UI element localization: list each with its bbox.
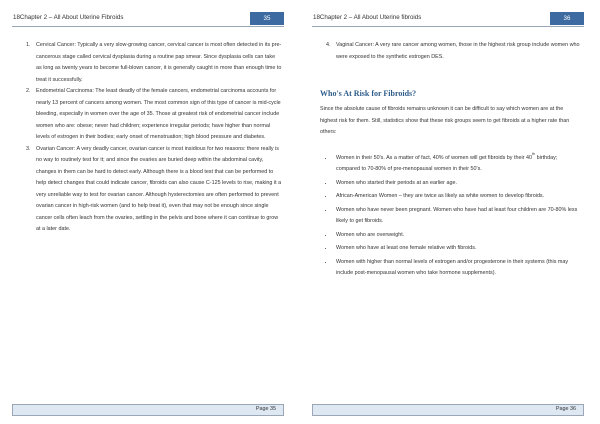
list-item: 1. Cervical Cancer: Typically a very slow-growing cancer, cervical cancer is most often detected in its pre-cancerous stage called cervical dysplasia during a routine pap smear. Since dysplasia cells can take as long as twenty years to become full-blown cancer, it is generally caught in more than enough time to treat it successfully. [32, 40, 282, 86]
list-item: 4. Vaginal Cancer: A very rare cancer among women, those in the highest risk group include women who were exposed to the synthetic estrogen DES. [332, 40, 582, 63]
footer-bar [12, 404, 284, 416]
list-item: • African-American Women – they are twice as likely as white women to develop fibroids. [334, 191, 582, 203]
footer-bar [312, 404, 584, 416]
header-page-number: 35 [250, 12, 284, 25]
chapter-title: 18Chapter 2 – All About Uterine fibroids [313, 14, 422, 21]
page-header [312, 12, 584, 27]
chapter-title: 18Chapter 2 – All About Uterine Fibroids [13, 14, 124, 21]
cancer-list [20, 40, 282, 236]
list-item: • Women who have at least one female relative with fibroids. [334, 243, 582, 255]
list-item: • Women who have never been pregnant. Women who have had at least four children are 70-80% less likely to get fibroids. [334, 205, 582, 228]
page-left [6, 12, 290, 416]
intro-paragraph: Since the absolute cause of fibroids remains unknown it can be difficult to say which women are at the highest risk for them. Still, statistics show that these risk groups seem to get fibroids at a higher rate than others: [320, 106, 570, 135]
list-item [334, 153, 582, 176]
page-body [20, 40, 282, 236]
bullet-text: Women in their 50's. As a matter of fact, 40% of women will get fibroids by their 40 [336, 154, 532, 161]
cancer-list [320, 40, 582, 63]
page-footer [312, 404, 584, 416]
list-item: • Women who are overweight. [334, 230, 582, 242]
list-item: 2. Endometrial Carcinoma: The least deadly of the female cancers, endometrial carcinoma accounts for nearly 13 percent of cancers among women. The most common sign of this type of cancer is mid-cycle bleeding, especially in women over the age of 35. Those at greatest risk of endometrial cancer include women who are: obese; never had children; experience irregular periods; have higher than normal levels of estrogen in their bodies; early onset of menstruation; high blood pressure and diabetes. [32, 86, 282, 144]
header-page-number: 36 [550, 12, 584, 25]
page-footer [12, 404, 284, 416]
footer-page-label: Page 36 [555, 406, 576, 412]
list-item: 3. Ovarian Cancer: A very deadly cancer, ovarian cancer is most insidious for two reasons: there really is no way to routinely test for it; and since the ovaries are buried deep within the abdominal cavity, changes in them can be hard to detect early. Although there is a blood test that can be performed to help detect changes that could indicate cancer, fibroids can also cause C-125 levels to rise, making it a very unreliable way to test for ovarian cancer. Although hysterectomies are often performed to prevent ovarian cancer in high-risk women (and to help treat it), even that may not be enough since single cancer cells often leach from the ovaries, settling in the pelvis and bone where it can continue to grow at a later date. [32, 144, 282, 236]
list-item: • Women who started their periods at an earlier age. [334, 178, 582, 190]
page-right [306, 12, 590, 416]
list-item: • Women with higher than normal levels of estrogen and/or progesterone in their systems (this may include post-menopausal women who take hormone supplements). [334, 257, 582, 280]
risk-list [320, 153, 582, 280]
page-header [12, 12, 284, 27]
footer-page-label: Page 35 [255, 406, 276, 412]
bullet-text: birthday; compared to 70-80% of pre-menopausal women in their 50's. [336, 154, 558, 172]
section-heading: Who's At Risk for Fibroids? [320, 89, 417, 98]
page-body [320, 40, 582, 282]
ordinal-suffix: th [531, 151, 536, 156]
